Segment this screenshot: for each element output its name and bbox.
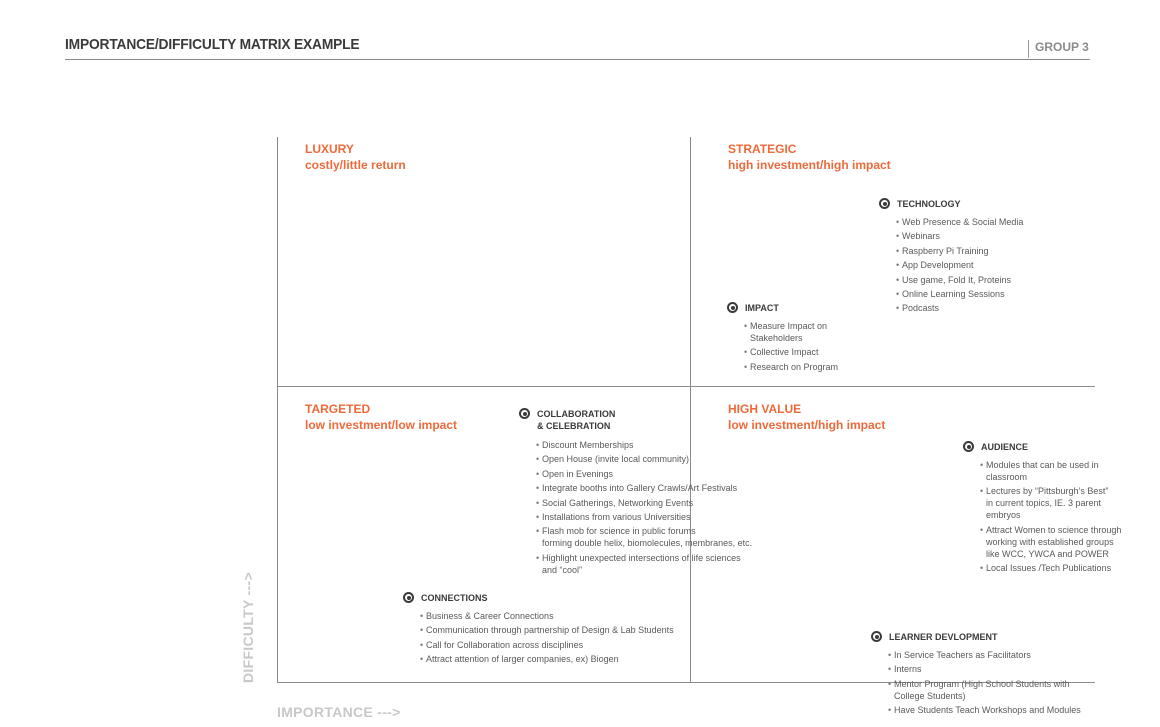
list-item: • Open House (invite local community) bbox=[536, 453, 752, 465]
list-item: • Modules that can be used in classroom bbox=[980, 459, 1121, 483]
list-item: • Highlight unexpected intersections of life sciences and “cool” bbox=[536, 552, 752, 576]
list-item: • Interns bbox=[888, 663, 1081, 675]
list-item: • Business & Career Connections bbox=[420, 610, 674, 622]
target-icon bbox=[963, 441, 974, 452]
group-items bbox=[980, 459, 1121, 574]
list-item: • Call for Collaboration across disciplines bbox=[420, 639, 674, 651]
list-item: • Attract attention of larger companies, ex) Biogen bbox=[420, 653, 674, 665]
list-item: • Research on Program bbox=[744, 361, 838, 373]
y-axis-label: DIFFICULTY ---> bbox=[240, 572, 256, 683]
quadrant-strategic-title: STRATEGIC bbox=[728, 142, 797, 156]
list-item: • Podcasts bbox=[896, 302, 1023, 314]
group-technology bbox=[879, 198, 1023, 317]
list-item: • Raspberry Pi Training bbox=[896, 245, 1023, 257]
list-item: • Webinars bbox=[896, 230, 1023, 242]
list-item: • Collective Impact bbox=[744, 346, 838, 358]
group-title: COLLABORATION & CELEBRATION bbox=[537, 409, 616, 431]
list-item: • Installations from various Universities bbox=[536, 511, 752, 523]
group-learner-development bbox=[871, 631, 1081, 719]
quadrant-strategic bbox=[728, 141, 891, 173]
group-items bbox=[744, 320, 838, 373]
header-divider bbox=[65, 59, 1090, 60]
list-item: • In Service Teachers as Facilitators bbox=[888, 649, 1081, 661]
quadrant-strategic-subtitle: high investment/high impact bbox=[728, 158, 891, 172]
quadrant-high-value-subtitle: low investment/high impact bbox=[728, 418, 886, 432]
list-item: • Flash mob for science in public forums forming double helix, biomolecules, membranes, etc. bbox=[536, 525, 752, 549]
group-title: LEARNER DEVLOPMENT bbox=[889, 632, 998, 642]
quadrant-luxury-subtitle: costly/little return bbox=[305, 158, 406, 172]
group-title: IMPACT bbox=[745, 303, 779, 313]
group-label: GROUP 3 bbox=[1028, 40, 1089, 58]
list-item: • Online Learning Sessions bbox=[896, 288, 1023, 300]
list-item: • Integrate booths into Gallery Crawls/Art Festivals bbox=[536, 482, 752, 494]
list-item: • Web Presence & Social Media bbox=[896, 216, 1023, 228]
list-item: • Use game, Fold It, Proteins bbox=[896, 274, 1023, 286]
group-audience bbox=[963, 441, 1121, 577]
list-item: • Local Issues /Tech Publications bbox=[980, 562, 1121, 574]
quadrant-high-value-title: HIGH VALUE bbox=[728, 402, 802, 416]
list-item: • Social Gatherings, Networking Events bbox=[536, 497, 752, 509]
quadrant-luxury-title: LUXURY bbox=[305, 142, 354, 156]
list-item: • App Development bbox=[896, 259, 1023, 271]
group-items bbox=[420, 610, 674, 665]
horizontal-divider bbox=[277, 386, 1095, 387]
target-icon bbox=[727, 302, 738, 313]
group-title: TECHNOLOGY bbox=[897, 199, 961, 209]
list-item: • Mentor Program (High School Students with College Students) bbox=[888, 678, 1081, 702]
target-icon bbox=[871, 631, 882, 642]
group-title: AUDIENCE bbox=[981, 442, 1029, 452]
list-item: • Discount Memberships bbox=[536, 439, 752, 451]
list-item: • Communication through partnership of Design & Lab Students bbox=[420, 624, 674, 636]
x-axis-label: IMPORTANCE ---> bbox=[277, 704, 401, 720]
quadrant-targeted-title: TARGETED bbox=[305, 402, 371, 416]
group-connections bbox=[403, 592, 674, 668]
list-item: • Attract Women to science through working with established groups like WCC, YWCA and POWER bbox=[980, 524, 1121, 560]
target-icon bbox=[519, 408, 530, 419]
quadrant-targeted bbox=[305, 401, 457, 433]
group-items bbox=[896, 216, 1023, 314]
list-item: • Open in Evenings bbox=[536, 468, 752, 480]
group-impact bbox=[727, 302, 838, 375]
list-item: • Measure Impact on Stakeholders bbox=[744, 320, 838, 344]
list-item: • Lectures by “Pittsburgh’s Best” in current topics, IE. 3 parent embryos bbox=[980, 485, 1121, 521]
page-title: IMPORTANCE/DIFFICULTY MATRIX EXAMPLE bbox=[65, 36, 360, 53]
group-items bbox=[888, 649, 1081, 716]
group-collaboration bbox=[519, 408, 752, 578]
group-title: CONNECTIONS bbox=[421, 593, 488, 603]
target-icon bbox=[403, 592, 414, 603]
list-item: • Have Students Teach Workshops and Modules bbox=[888, 704, 1081, 716]
group-items bbox=[536, 439, 752, 576]
quadrant-luxury bbox=[305, 141, 406, 173]
quadrant-targeted-subtitle: low investment/low impact bbox=[305, 418, 458, 432]
target-icon bbox=[879, 198, 890, 209]
y-axis-line bbox=[277, 137, 278, 683]
